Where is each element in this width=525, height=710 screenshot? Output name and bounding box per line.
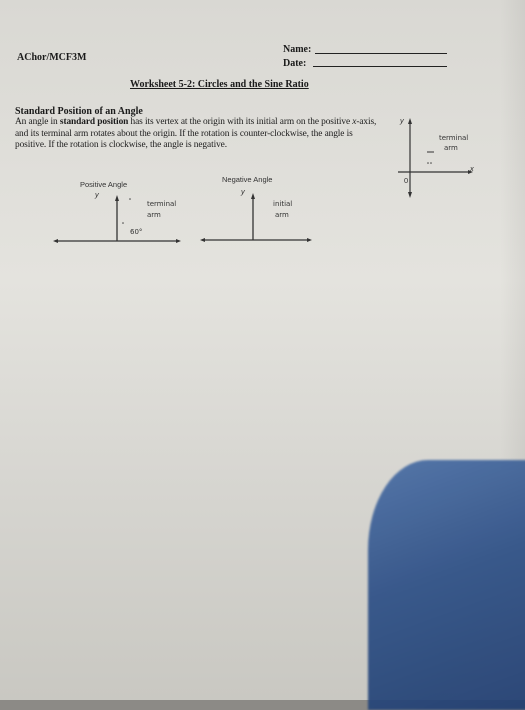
positive-angle-dot [122, 222, 124, 224]
name-label: Name: [283, 44, 312, 55]
course-code: AChor/MCF3M [17, 52, 87, 63]
bold-term: standard position [59, 117, 129, 127]
side-origin-label: 0 [404, 176, 409, 185]
side-arm-label: arm [444, 144, 458, 152]
negative-angle-caption: Negative Angle [222, 175, 273, 184]
negative-y-label: y [241, 187, 245, 196]
side-y-label: y [400, 116, 404, 125]
section-heading: Standard Position of an Angle [15, 106, 143, 117]
hand-shadow [368, 460, 525, 710]
positive-angle-caption: Positive Angle [80, 180, 128, 189]
worksheet-title: Worksheet 5-2: Circles and the Sine Ratio [130, 79, 309, 90]
date-label: Date: [283, 58, 307, 69]
positive-angle-label: 60° [130, 228, 143, 236]
side-terminal-label: terminal [439, 134, 469, 142]
negative-arm-label: arm [275, 211, 289, 219]
positive-terminal-dot [129, 198, 131, 200]
positive-terminal-label: terminal [147, 200, 177, 208]
negative-initial-label: initial [273, 200, 293, 208]
positive-arm-label: arm [147, 211, 161, 219]
definition-paragraph: An angle in standard position has its vertex at the origin with its initial arm on the positive x-axis, and its terminal arm rotates about the origin. If the rotation is counter-clockwise, the angle is positive. If the rotation is clockwise, the angle is negative. [15, 117, 377, 150]
positive-y-label: y [95, 190, 99, 199]
side-x-label: x [470, 164, 474, 173]
